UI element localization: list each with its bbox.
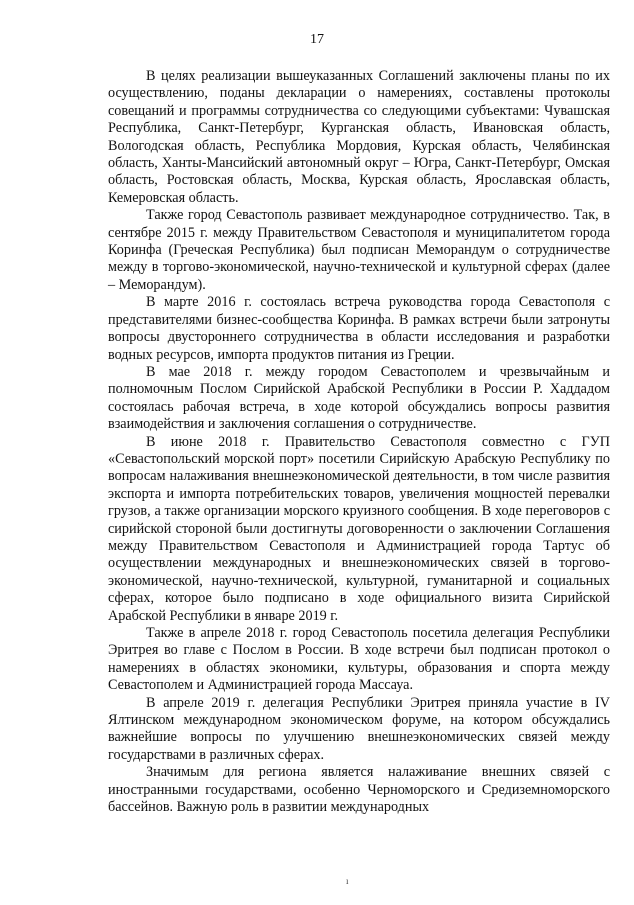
paragraph: В июне 2018 г. Правительство Севастополя совместно с ГУП «Севастопольский морской порт» посетили Сирийскую Арабскую Республику по вопросам налаживания внешнеэкономической деятельности, в том числе развития экспорта и импорта потребительских товаров, увеличения мощностей перевалки грузов, а также организации морского круизного сообщения. В ходе переговоров с сирийской стороной были достигнуты договоренности о заключении Соглашения между Правительством Севастополя и Администрацией города Тартус об осуществлении международных и внешнеэкономических связей в торгово-экономической, научно-технической, культурной, гуманитарной и социальных сферах, которое было подписано в ходе официального визита Сирийской Арабской Республики в январе 2019 г. (108, 433, 610, 624)
paragraph: В мае 2018 г. между городом Севастополем и чрезвычайным и полномочным Послом Сирийской Арабской Республики в России Р. Хаддадом состоялась рабочая встреча, в ходе которой обсуждались вопросы развития взаимодействия и заключения соглашения о сотрудничестве. (108, 363, 610, 433)
paragraph: В апреле 2019 г. делегация Республики Эритрея приняла участие в IV Ялтинском международном экономическом форуме, на котором обсуждались важнейшие вопросы по улучшению внешнеэкономических связей между государствами в различных сферах. (108, 694, 610, 763)
paragraph: Значимым для региона является налаживание внешних связей с иностранными государствами, особенно Черноморского и Средиземноморского бассейнов. Важную роль в развитии международных (108, 764, 610, 816)
page-number: 17 (310, 32, 324, 47)
paragraph: В целях реализации вышеуказанных Соглашений заключены планы по их осуществлению, поданы декларации о намерениях, составлены протоколы совещаний и программы сотрудничества со следующими субъектами: Чувашская Республика, Санкт-Петербург, Курганская область, Ивановская область, Вологодская область, Республика Мордовия, Курская область, Челябинская область, Ханты-Мансийский автономный округ – Югра, Санкт-Петербург, Омская область, Ростовская область, Москва, Курская область, Ярославская область, Кемеровская область. (108, 68, 610, 206)
paragraph: Также город Севастополь развивает международное сотрудничество. Так, в сентябре 2015 г. между Правительством Севастополя и муниципалитетом города Коринфа (Греческая Республика) был подписан Меморандум о сотрудничестве между в торгово-экономической, научно-технической и культурной сферах (далее – Меморандум). (108, 207, 610, 293)
paragraph: Также в апреле 2018 г. город Севастополь посетила делегация Республики Эритрея во главе с Послом в России. В ходе встречи был подписан протокол о намерениях в областях экономики, культуры, образования и спорта между Севастополем и Администрацией города Массауа. (108, 625, 610, 694)
body-text (108, 68, 610, 816)
paragraph: В марте 2016 г. состоялась встреча руководства города Севастополя с представителями бизнес-сообщества Коринфа. В рамках встречи были затронуты вопросы двустороннего сотрудничества в области исследования и разработки водных ресурсов, импорта продуктов питания из Греции. (108, 294, 610, 363)
footer-mark: ı (346, 876, 349, 886)
